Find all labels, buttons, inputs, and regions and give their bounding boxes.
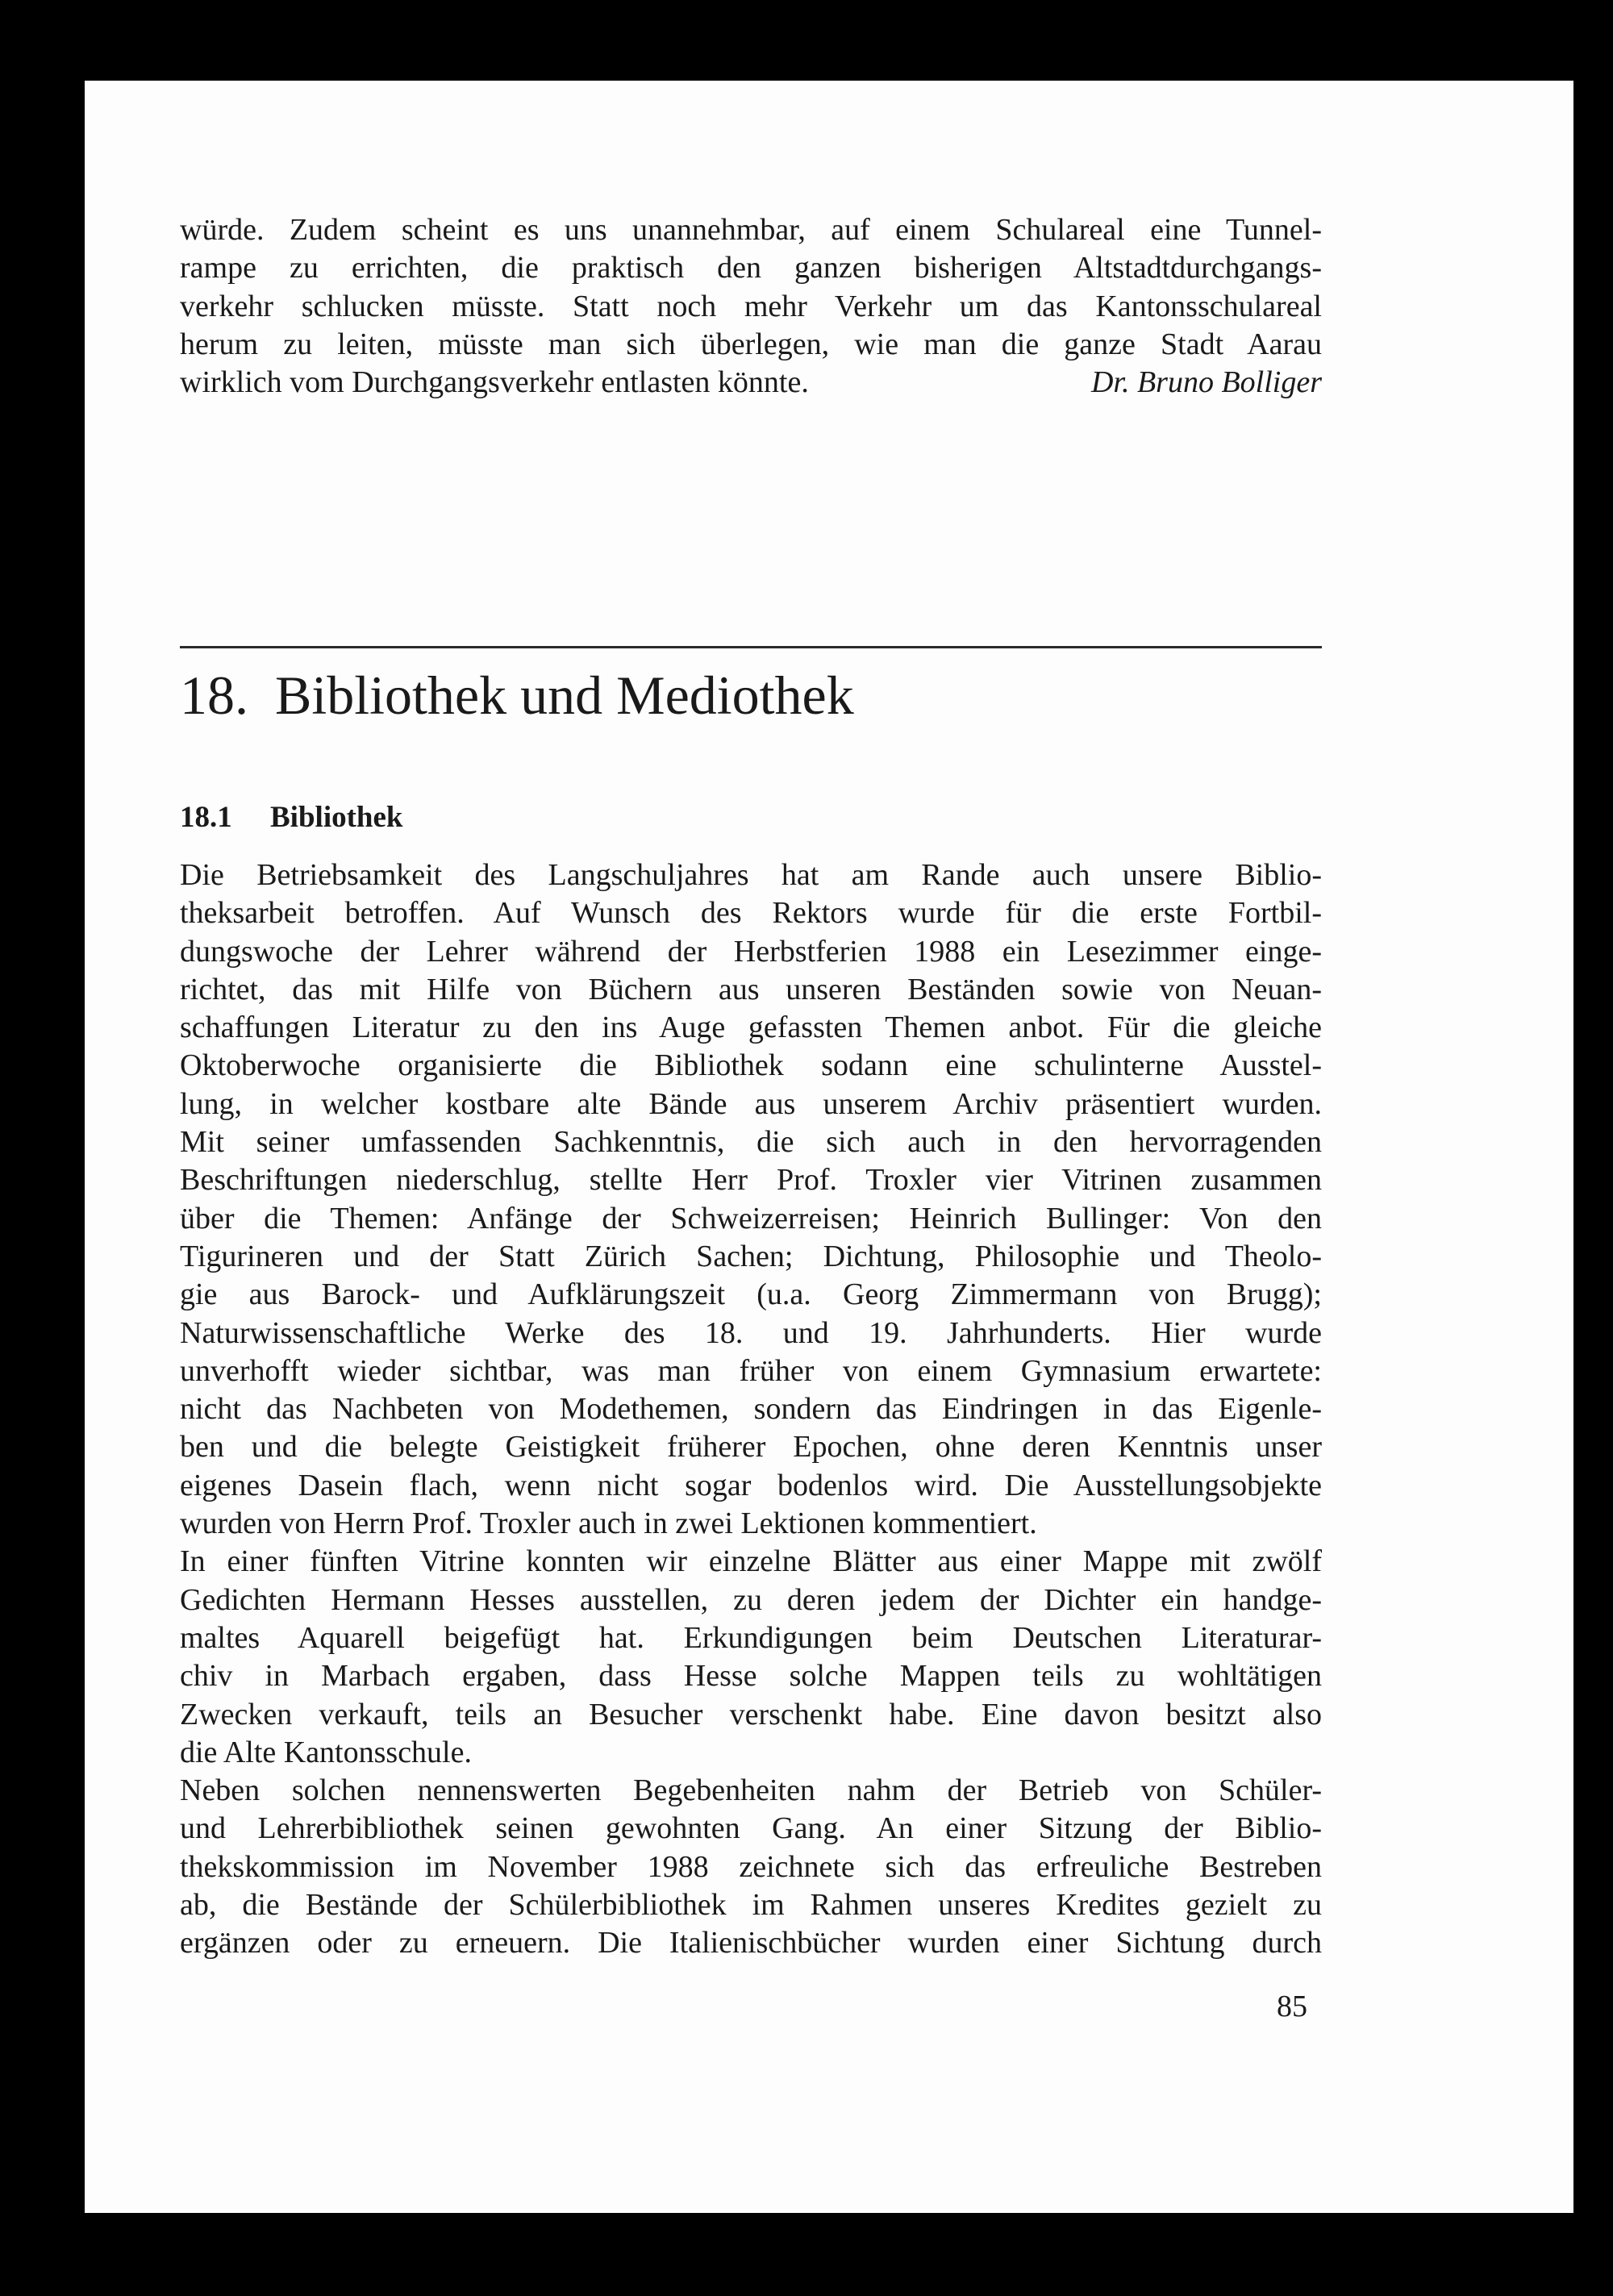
text-line: würde. Zudem scheint es uns unannehmbar, auf einem Schulareal eine Tunnel- — [180, 213, 1322, 247]
text-line: schaffungen Literatur zu den ins Auge gefassten Themen anbot. Für die gleiche — [180, 1010, 1322, 1045]
text-line: und Lehrerbibliothek seinen gewohnten Gang. An einer Sitzung der Biblio- — [180, 1811, 1322, 1846]
text-line: dungswoche der Lehrer während der Herbstferien 1988 ein Lesezimmer einge- — [180, 934, 1322, 969]
text-line: Neben solchen nennenswerten Begebenheiten nahm der Betrieb von Schüler- — [180, 1773, 1322, 1808]
chapter-title: Bibliothek und Mediothek — [275, 665, 854, 726]
text-line: verkehr schlucken müsste. Statt noch mehr Verkehr um das Kantonsschulareal — [180, 289, 1322, 323]
section-heading — [180, 800, 403, 835]
text-line: über die Themen: Anfänge der Schweizerreisen; Heinrich Bullinger: Von den — [180, 1201, 1322, 1236]
text-line: lung, in welcher kostbare alte Bände aus unserem Archiv präsentiert wurden. — [180, 1086, 1322, 1121]
text-line: Mit seiner umfassenden Sachkenntnis, die sich auch in den hervorragenden — [180, 1125, 1322, 1160]
text-line: richtet, das mit Hilfe von Büchern aus unseren Beständen sowie von Neuan- — [180, 972, 1322, 1006]
author-signature: Dr. Bruno Bolliger — [1090, 365, 1322, 399]
text-line: In einer fünften Vitrine konnten wir einzelne Blätter aus einer Mappe mit zwölf — [180, 1544, 1322, 1579]
text-line: Die Betriebsamkeit des Langschuljahres hat am Rande auch unsere Biblio- — [180, 858, 1322, 892]
text-line: theksarbeit betroffen. Auf Wunsch des Rektors wurde für die erste Fortbil- — [180, 896, 1322, 931]
text-line: eigenes Dasein flach, wenn nicht sogar bodenlos wird. Die Ausstellungsobjekte — [180, 1468, 1322, 1502]
body-text — [180, 856, 1322, 1963]
text-line: Beschriftungen niederschlug, stellte Herr Prof. Troxler vier Vitrinen zusammen — [180, 1163, 1322, 1198]
text-line: die Alte Kantonsschule. — [180, 1735, 472, 1769]
section-number: 18.1 — [180, 801, 232, 834]
text-line: herum zu leiten, müsste man sich überlegen, wie man die ganze Stadt Aarau — [180, 327, 1322, 361]
text-line: ergänzen oder zu erneuern. Die Italienischbücher wurden einer Sichtung durch — [180, 1926, 1322, 1961]
text-line: ben und die belegte Geistigkeit früherer Epochen, ohne deren Kenntnis unser — [180, 1430, 1322, 1465]
intro-paragraph — [180, 211, 1322, 402]
chapter-number: 18. — [180, 665, 248, 726]
chapter-divider — [180, 646, 1322, 648]
text-line: chiv in Marbach ergaben, dass Hesse solche Mappen teils zu wohltätigen — [180, 1659, 1322, 1694]
text-line: gie aus Barock- und Aufklärungszeit (u.a. Georg Zimmermann von Brugg); — [180, 1277, 1322, 1312]
text-line: unverhofft wieder sichtbar, was man früher von einem Gymnasium erwartete: — [180, 1353, 1322, 1388]
text-line: thekskommission im November 1988 zeichnete sich das erfreuliche Bestreben — [180, 1849, 1322, 1884]
text-line: wirklich vom Durchgangsverkehr entlasten könnte. — [180, 365, 809, 400]
section-title: Bibliothek — [270, 801, 403, 834]
text-line: Tigurineren und der Statt Zürich Sachen; Dichtung, Philosophie und Theolo- — [180, 1239, 1322, 1273]
text-line: Oktoberwoche organisierte die Bibliothek sodann eine schulinterne Ausstel- — [180, 1048, 1322, 1083]
text-line: wurden von Herrn Prof. Troxler auch in zwei Lektionen kommentiert. — [180, 1506, 1037, 1541]
text-line: Zwecken verkauft, teils an Besucher verschenkt habe. Eine davon besitzt also — [180, 1697, 1322, 1731]
text-line: maltes Aquarell beigefügt hat. Erkundigungen beim Deutschen Literaturar- — [180, 1620, 1322, 1655]
page-number: 85 — [1277, 1990, 1307, 2023]
text-line: nicht das Nachbeten von Modethemen, sondern das Eindringen in das Eigenle- — [180, 1392, 1322, 1427]
chapter-heading — [180, 666, 854, 724]
text-line: Gedichten Hermann Hesses ausstellen, zu deren jedem der Dichter ein handge- — [180, 1582, 1322, 1617]
text-line: Naturwissenschaftliche Werke des 18. und 19. Jahrhunderts. Hier wurde — [180, 1315, 1322, 1350]
text-line: ab, die Bestände der Schülerbibliothek im Rahmen unseres Kredites gezielt zu — [180, 1888, 1322, 1923]
text-line: rampe zu errichten, die praktisch den ganzen bisherigen Altstadtdurchgangs- — [180, 251, 1322, 285]
